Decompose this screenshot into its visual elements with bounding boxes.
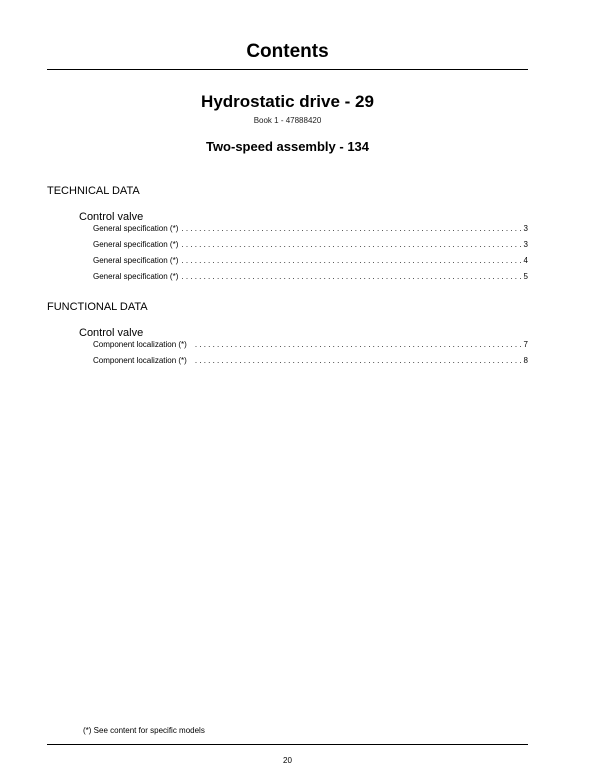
page-title: Contents (246, 41, 329, 62)
page-number: 20 (283, 756, 292, 765)
group-heading-functional-data: FUNCTIONAL DATA (47, 301, 148, 313)
group-heading-technical-data: TECHNICAL DATA (47, 185, 140, 197)
toc-entry-label: General specification (*) (93, 272, 179, 281)
toc-entry-label: General specification (*) (93, 224, 179, 233)
dot-leader (195, 356, 521, 365)
toc-entry-page: 7 (523, 340, 528, 349)
book-reference: Book 1 - 47888420 (253, 116, 322, 125)
toc-entry[interactable] (93, 356, 528, 367)
dot-leader (195, 340, 521, 349)
toc-entry-label: General specification (*) (93, 240, 179, 249)
section-title: Two-speed assembly - 134 (205, 139, 370, 154)
toc-entry[interactable] (93, 256, 528, 267)
footnote: (*) See content for specific models (83, 726, 205, 735)
toc-entry[interactable] (93, 272, 528, 283)
toc-entry-page: 3 (523, 240, 528, 249)
toc-entry-page: 5 (523, 272, 528, 281)
toc-entry-label: General specification (*) (93, 256, 179, 265)
toc-entry[interactable] (93, 240, 528, 251)
toc-entry-page: 8 (523, 356, 528, 365)
dot-leader (181, 224, 520, 233)
subheading-control-valve: Control valve (79, 327, 144, 339)
toc-entry-page: 4 (523, 256, 528, 265)
toc-entry[interactable] (93, 340, 528, 351)
toc-entry-page: 3 (523, 224, 528, 233)
toc-entry-label: Component localization (*) (93, 340, 187, 349)
bottom-divider (47, 744, 528, 745)
chapter-title: Hydrostatic drive - 29 (201, 92, 374, 111)
dot-leader (181, 240, 520, 249)
dot-leader (181, 272, 520, 281)
subheading-control-valve: Control valve (79, 211, 144, 223)
toc-entry[interactable] (93, 224, 528, 235)
top-divider (47, 69, 528, 70)
toc-entry-label: Component localization (*) (93, 356, 187, 365)
dot-leader (181, 256, 520, 265)
